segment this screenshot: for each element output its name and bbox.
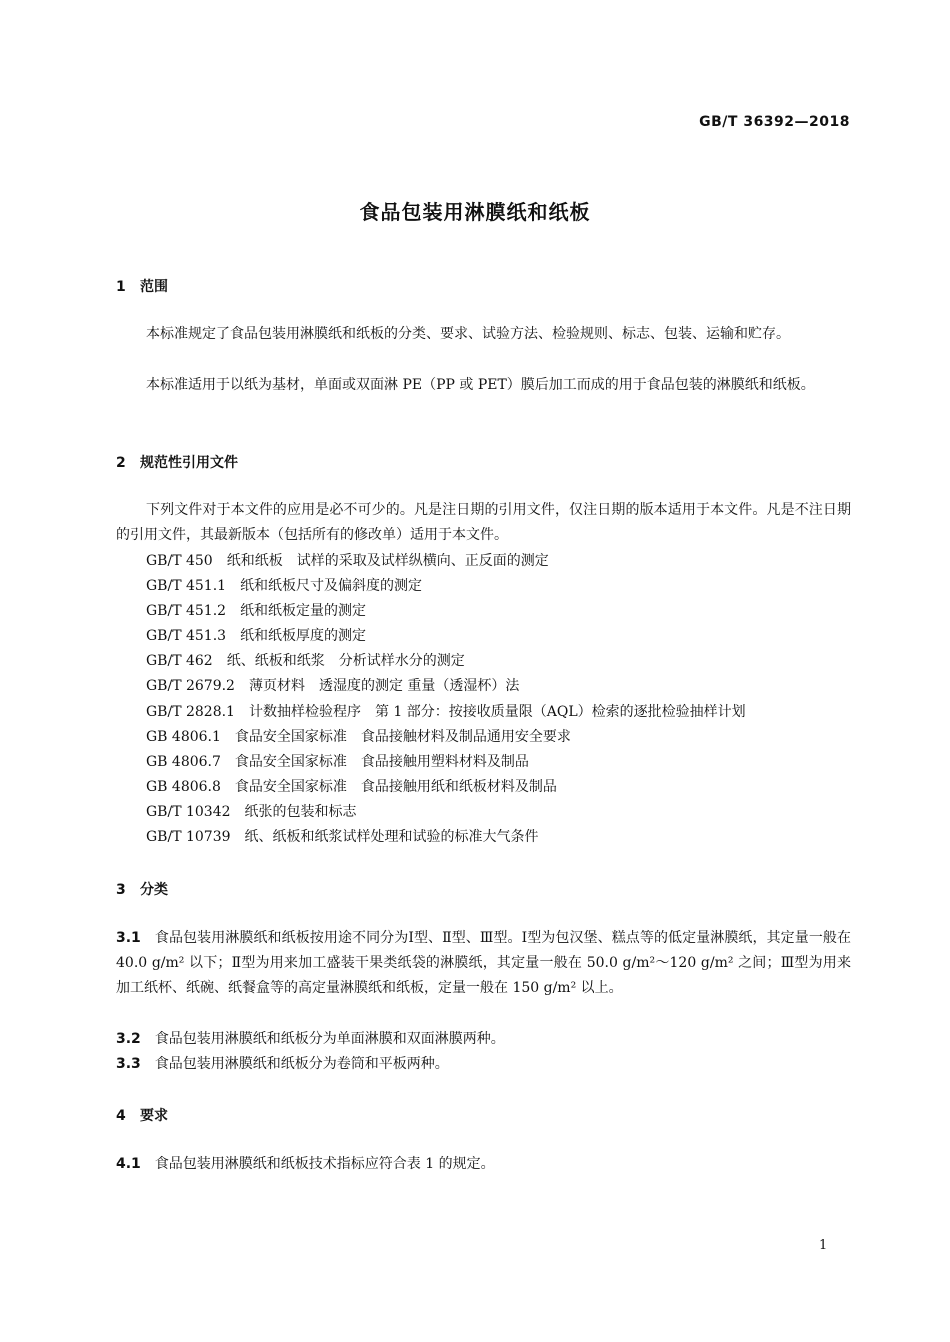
reference-code: GB/T 2828.1 (146, 704, 235, 720)
section-number: 4 (116, 1108, 126, 1124)
reference-title: 纸和纸板 试样的采取及试样纵横向、正反面的测定 (226, 553, 549, 569)
reference-item (146, 601, 366, 621)
section-1-paragraph: 本标准规定了食品包装用淋膜纸和纸板的分类、要求、试验方法、检验规则、标志、包装、运输和贮存。 (146, 326, 790, 342)
reference-code: GB/T 10342 (146, 804, 231, 820)
reference-code: GB/T 450 (146, 553, 213, 569)
section-2-heading (116, 452, 238, 472)
reference-code: GB/T 462 (146, 653, 213, 669)
reference-title: 纸和纸板定量的测定 (240, 603, 367, 619)
reference-code: GB/T 451.1 (146, 578, 227, 594)
clause-number: 3.3 (116, 1056, 141, 1072)
reference-title: 纸、纸板和纸浆 分析试样水分的测定 (226, 653, 465, 669)
reference-item (146, 551, 549, 571)
section-title: 要求 (140, 1108, 168, 1124)
reference-code: GB/T 2679.2 (146, 678, 235, 694)
reference-title: 纸张的包装和标志 (244, 804, 357, 820)
clause-number: 3.1 (116, 930, 141, 946)
standard-code: GB/T 36392—2018 (699, 114, 850, 130)
reference-item (146, 651, 465, 671)
page-number: 1 (819, 1238, 828, 1253)
reference-item (146, 576, 422, 596)
section-4-heading (116, 1105, 168, 1125)
section-number: 1 (116, 279, 126, 295)
section-1-paragraph: 本标准适用于以纸为基材，单面或双面淋 PE（PP 或 PET）膜后加工而成的用于食品包装的淋膜纸和纸板。 (146, 377, 815, 393)
section-title: 范围 (140, 279, 168, 295)
reference-title: 食品安全国家标准 食品接触材料及制品通用安全要求 (234, 729, 571, 745)
reference-item (146, 626, 366, 646)
section-number: 2 (116, 455, 126, 471)
reference-item (146, 676, 519, 696)
reference-title: 纸和纸板厚度的测定 (240, 628, 367, 644)
clause-text: 食品包装用淋膜纸和纸板分为卷筒和平板两种。 (154, 1056, 449, 1072)
reference-code: GB/T 451.3 (146, 628, 227, 644)
clause-number: 4.1 (116, 1156, 141, 1172)
reference-title: 薄页材料 透湿度的测定 重量（透湿杯）法 (248, 678, 520, 694)
clause-3-2 (116, 1027, 851, 1052)
reference-code: GB/T 451.2 (146, 603, 227, 619)
reference-title: 纸、纸板和纸浆试样处理和试验的标准大气条件 (244, 829, 539, 845)
section-title: 规范性引用文件 (140, 455, 238, 471)
clause-4-1 (116, 1152, 851, 1177)
section-title: 分类 (140, 882, 168, 898)
reference-code: GB 4806.1 (146, 729, 221, 745)
document-title: 食品包装用淋膜纸和纸板 (359, 200, 591, 224)
clause-number: 3.2 (116, 1031, 141, 1047)
reference-item (146, 802, 357, 822)
section-1-heading (116, 276, 168, 296)
reference-item (146, 702, 746, 722)
reference-code: GB 4806.8 (146, 779, 221, 795)
clause-text: 食品包装用淋膜纸和纸板分为单面淋膜和双面淋膜两种。 (154, 1031, 505, 1047)
reference-item (146, 827, 539, 847)
reference-title: 食品安全国家标准 食品接触用塑料材料及制品 (234, 754, 529, 770)
reference-title: 计数抽样检验程序 第 1 部分：按接收质量限（AQL）检索的逐批检验抽样计划 (248, 704, 746, 720)
clause-text: 食品包装用淋膜纸和纸板按用途不同分为Ⅰ型、Ⅱ型、Ⅲ型。Ⅰ型为包汉堡、糕点等的低定量淋膜纸，其定量一般在 40.0 g/m² 以下；Ⅱ型为用来加工盛装干果类纸袋的淋膜纸，其定量一般在 50.0 g/m²～120 g/m² 之间；Ⅲ型为用来加工纸杯、纸碗、纸餐盒等的高定量淋膜纸和纸板，定量一般在 150 g/m² 以上。 (116, 930, 851, 996)
clause-3-1 (116, 926, 851, 1001)
clause-3-3 (116, 1052, 851, 1077)
section-2-intro: 下列文件对于本文件的应用是必不可少的。凡是注日期的引用文件，仅注日期的版本适用于本文件。凡是不注日期的引用文件，其最新版本（包括所有的修改单）适用于本文件。 (116, 502, 851, 543)
reference-item (146, 777, 557, 797)
section-number: 3 (116, 882, 126, 898)
reference-item (146, 752, 529, 772)
reference-title: 纸和纸板尺寸及偏斜度的测定 (240, 578, 423, 594)
section-3-heading (116, 879, 168, 899)
reference-title: 食品安全国家标准 食品接触用纸和纸板材料及制品 (234, 779, 557, 795)
clause-text: 食品包装用淋膜纸和纸板技术指标应符合表 1 的规定。 (154, 1156, 495, 1172)
reference-code: GB 4806.7 (146, 754, 221, 770)
reference-code: GB/T 10739 (146, 829, 231, 845)
reference-item (146, 727, 571, 747)
